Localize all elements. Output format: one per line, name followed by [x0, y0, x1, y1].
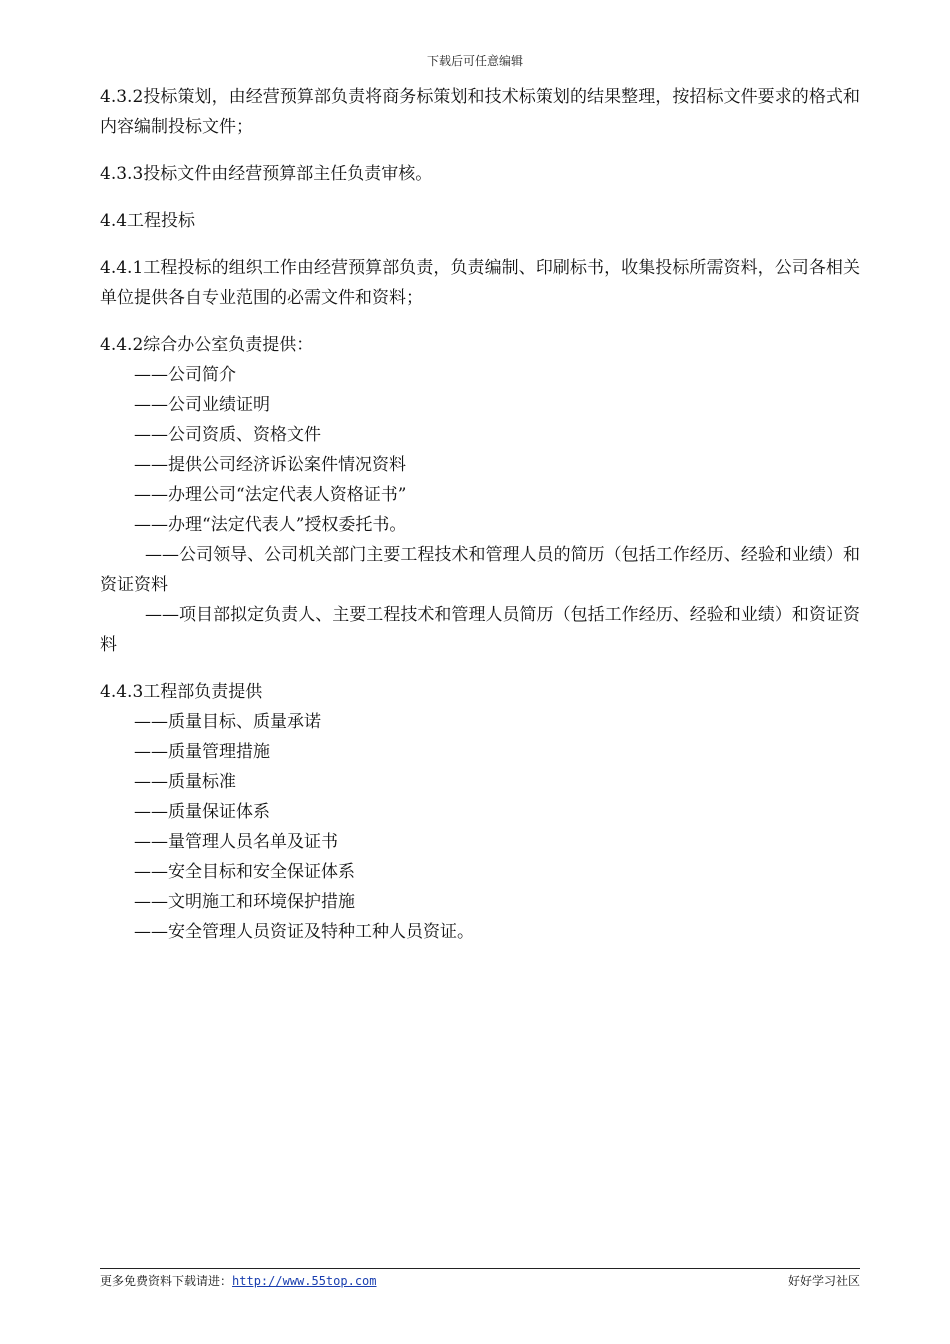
list-item: ——量管理人员名单及证书 [134, 832, 338, 852]
list-item: ——质量标准 [134, 772, 236, 792]
section-4-3-2: 4.3.2投标策划，由经营预算部负责将商务标策划和技术标策划的结果整理，按招标文件要求的格式和内容编制投标文件； [100, 87, 860, 137]
section-4-4-1: 4.4.1工程投标的组织工作由经营预算部负责，负责编制、印刷标书，收集投标所需资料，公司各相关单位提供各自专业范围的必需文件和资料； [100, 258, 860, 308]
section-4-3-3: 4.3.3投标文件由经营预算部主任负责审核。 [100, 164, 433, 184]
list-item: ——公司简介 [134, 365, 236, 385]
footer-left [100, 1272, 377, 1289]
list-item: ——公司业绩证明 [134, 395, 270, 415]
section-4-4-2: 4.4.2综合办公室负责提供： [100, 335, 314, 355]
page-footer [100, 1268, 860, 1289]
list-item: ——安全目标和安全保证体系 [134, 862, 355, 882]
list-item: ——质量保证体系 [134, 802, 270, 822]
list-item: ——质量目标、质量承诺 [134, 712, 321, 732]
page-header: 下载后可任意编辑 [426, 54, 523, 68]
document-body [100, 82, 860, 947]
section-4-4-heading: 4.4工程投标 [100, 211, 196, 231]
list-item: ——公司资质、资格文件 [134, 425, 321, 445]
section-4-4-3: 4.4.3工程部负责提供 [100, 682, 263, 702]
footer-prefix: 更多免费资料下载请进： [100, 1274, 233, 1288]
footer-link[interactable]: http://www.55top.com [232, 1274, 377, 1288]
footer-right: 好好学习社区 [787, 1274, 860, 1288]
list-item: ——提供公司经济诉讼案件情况资料 [134, 455, 406, 475]
list-item: ——质量管理措施 [134, 742, 270, 762]
list-item: ——公司领导、公司机关部门主要工程技术和管理人员的简历（包括工作经历、经验和业绩）和资证资料 [100, 545, 860, 595]
list-item: ——安全管理人员资证及特种工种人员资证。 [134, 922, 474, 942]
list-item: ——办理“法定代表人”授权委托书。 [134, 515, 407, 535]
list-item: ——项目部拟定负责人、主要工程技术和管理人员简历（包括工作经历、经验和业绩）和资证资料 [100, 605, 860, 655]
list-item: ——文明施工和环境保护措施 [134, 892, 355, 912]
list-item: ——办理公司“法定代表人资格证书” [134, 485, 407, 505]
